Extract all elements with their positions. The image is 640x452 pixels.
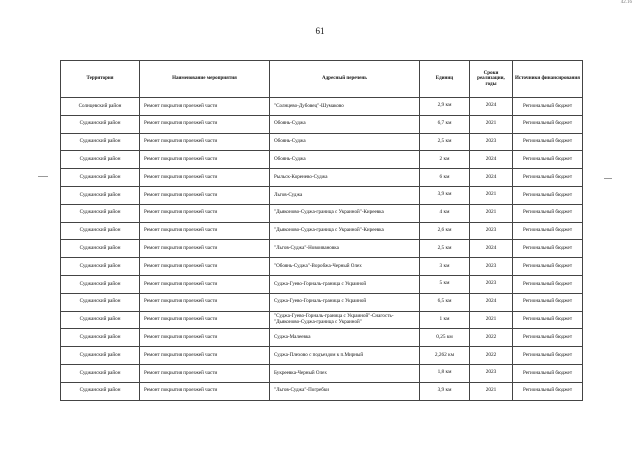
table-row (61, 311, 583, 329)
funding-cell: Региональный бюджет (513, 240, 583, 258)
units-cell: 1 км (420, 311, 470, 329)
address-cell: Суджа-Плехово с подъездом к п.Мирный (270, 347, 420, 365)
address-cell: "Льгов-Суджа"-Погребки (270, 382, 420, 400)
funding-cell: Региональный бюджет (513, 98, 583, 116)
territory-cell: Суджанский район (61, 222, 140, 240)
activity-cell: Ремонт покрытия проезжей части (140, 382, 270, 400)
territory-cell: Суджанский район (61, 204, 140, 222)
scan-margin-mark-left (38, 176, 48, 177)
address-cell: Суджа-Гуево-Горналь-граница с Украиной (270, 293, 420, 311)
year-cell: 2023 (470, 133, 513, 151)
territory-cell: Суджанский район (61, 258, 140, 276)
table-header-row (61, 61, 583, 98)
address-cell: Букреевка-Черный Олех (270, 364, 420, 382)
table-row (61, 151, 583, 169)
units-cell: 3 км (420, 258, 470, 276)
funding-cell: Региональный бюджет (513, 151, 583, 169)
header-units: Единиц (420, 61, 470, 98)
activity-cell: Ремонт покрытия проезжей части (140, 364, 270, 382)
territory-cell: Суджанский район (61, 151, 140, 169)
units-cell: 2 км (420, 151, 470, 169)
units-cell: 0,25 км (420, 329, 470, 347)
year-cell: 2021 (470, 186, 513, 204)
funding-cell: Региональный бюджет (513, 204, 583, 222)
units-cell: 6,7 км (420, 115, 470, 133)
table-row (61, 204, 583, 222)
year-cell: 2024 (470, 151, 513, 169)
activity-cell: Ремонт покрытия проезжей части (140, 311, 270, 329)
territory-cell: Суджанский район (61, 115, 140, 133)
address-cell: "Суджа-Гуево-Горналь-граница с Украиной"-Снагость-"Дьяконово-Суджа-граница с Украиной" (270, 311, 420, 329)
funding-cell: Региональный бюджет (513, 115, 583, 133)
year-cell: 2021 (470, 311, 513, 329)
units-cell: 2,6 км (420, 222, 470, 240)
table-row (61, 98, 583, 116)
territory-cell: Суджанский район (61, 293, 140, 311)
funding-cell: Региональный бюджет (513, 186, 583, 204)
activity-cell: Ремонт покрытия проезжей части (140, 186, 270, 204)
header-activity: Наименование мероприятия (140, 61, 270, 98)
address-cell: Обоянь-Суджа (270, 151, 420, 169)
territory-cell: Суджанский район (61, 186, 140, 204)
table-row (61, 115, 583, 133)
units-cell: 4 км (420, 204, 470, 222)
year-cell: 2021 (470, 115, 513, 133)
corner-mark: 42.16 (620, 0, 632, 5)
header-funding-source: Источники финансирования (513, 61, 583, 98)
table-row (61, 382, 583, 400)
header-address-list: Адресный перечень (270, 61, 420, 98)
address-cell: Обоянь-Суджа (270, 115, 420, 133)
year-cell: 2024 (470, 240, 513, 258)
road-repair-table (60, 60, 583, 401)
activity-cell: Ремонт покрытия проезжей части (140, 347, 270, 365)
year-cell: 2024 (470, 169, 513, 187)
territory-cell: Суджанский район (61, 329, 140, 347)
funding-cell: Региональный бюджет (513, 275, 583, 293)
year-cell: 2024 (470, 98, 513, 116)
units-cell: 6 км (420, 169, 470, 187)
address-cell: Обоянь-Суджа (270, 133, 420, 151)
table-row (61, 347, 583, 365)
table-row (61, 222, 583, 240)
activity-cell: Ремонт покрытия проезжей части (140, 115, 270, 133)
territory-cell: Суджанский район (61, 347, 140, 365)
funding-cell: Региональный бюджет (513, 329, 583, 347)
funding-cell: Региональный бюджет (513, 382, 583, 400)
year-cell: 2021 (470, 382, 513, 400)
activity-cell: Ремонт покрытия проезжей части (140, 151, 270, 169)
address-cell: Суджа-Гуево-Горналь-граница с Украиной (270, 275, 420, 293)
units-cell: 3,9 км (420, 382, 470, 400)
header-territory: Территория (61, 61, 140, 98)
year-cell: 2023 (470, 222, 513, 240)
territory-cell: Солнцевский район (61, 98, 140, 116)
territory-cell: Суджанский район (61, 169, 140, 187)
address-cell: Льгов-Суджа (270, 186, 420, 204)
funding-cell: Региональный бюджет (513, 311, 583, 329)
activity-cell: Ремонт покрытия проезжей части (140, 169, 270, 187)
territory-cell: Суджанский район (61, 382, 140, 400)
header-years: Сроки реализации, годы (470, 61, 513, 98)
activity-cell: Ремонт покрытия проезжей части (140, 133, 270, 151)
table-row (61, 169, 583, 187)
address-cell: "Дьяконово-Суджа-граница с Украиной"-Киреевка (270, 204, 420, 222)
funding-cell: Региональный бюджет (513, 133, 583, 151)
address-cell: "Солнцево-Дубовец"-Шумаково (270, 98, 420, 116)
units-cell: 5 км (420, 275, 470, 293)
table-row (61, 364, 583, 382)
year-cell: 2022 (470, 347, 513, 365)
year-cell: 2023 (470, 275, 513, 293)
table-row (61, 258, 583, 276)
address-cell: Рыльск-Коренево-Суджа (270, 169, 420, 187)
units-cell: 2,5 км (420, 240, 470, 258)
funding-cell: Региональный бюджет (513, 222, 583, 240)
activity-cell: Ремонт покрытия проезжей части (140, 258, 270, 276)
funding-cell: Региональный бюджет (513, 364, 583, 382)
units-cell: 2,9 км (420, 98, 470, 116)
activity-cell: Ремонт покрытия проезжей части (140, 98, 270, 116)
address-cell: "Дьяконово-Суджа-граница с Украиной"-Киреевка (270, 222, 420, 240)
year-cell: 2023 (470, 258, 513, 276)
territory-cell: Суджанский район (61, 311, 140, 329)
territory-cell: Суджанский район (61, 364, 140, 382)
table-row (61, 275, 583, 293)
table-row (61, 329, 583, 347)
scan-margin-mark-right (604, 178, 612, 179)
funding-cell: Региональный бюджет (513, 293, 583, 311)
funding-cell: Региональный бюджет (513, 347, 583, 365)
year-cell: 2024 (470, 293, 513, 311)
territory-cell: Суджанский район (61, 133, 140, 151)
activity-cell: Ремонт покрытия проезжей части (140, 275, 270, 293)
funding-cell: Региональный бюджет (513, 169, 583, 187)
territory-cell: Суджанский район (61, 240, 140, 258)
year-cell: 2022 (470, 329, 513, 347)
year-cell: 2023 (470, 364, 513, 382)
address-cell: "Льгов-Суджа"-Новоивановка (270, 240, 420, 258)
address-cell: Суджа-Малеевка (270, 329, 420, 347)
activity-cell: Ремонт покрытия проезжей части (140, 240, 270, 258)
activity-cell: Ремонт покрытия проезжей части (140, 204, 270, 222)
activity-cell: Ремонт покрытия проезжей части (140, 293, 270, 311)
table-row (61, 293, 583, 311)
units-cell: 2,262 км (420, 347, 470, 365)
table-row (61, 240, 583, 258)
table-row (61, 186, 583, 204)
activity-cell: Ремонт покрытия проезжей части (140, 329, 270, 347)
address-cell: "Обоянь-Суджа"-Воробжа-Черный Олех (270, 258, 420, 276)
table-row (61, 133, 583, 151)
territory-cell: Суджанский район (61, 275, 140, 293)
year-cell: 2021 (470, 204, 513, 222)
activity-cell: Ремонт покрытия проезжей части (140, 222, 270, 240)
units-cell: 3,9 км (420, 186, 470, 204)
units-cell: 1,8 км (420, 364, 470, 382)
funding-cell: Региональный бюджет (513, 258, 583, 276)
units-cell: 2,5 км (420, 133, 470, 151)
page-number: 61 (315, 26, 325, 36)
units-cell: 6,5 км (420, 293, 470, 311)
